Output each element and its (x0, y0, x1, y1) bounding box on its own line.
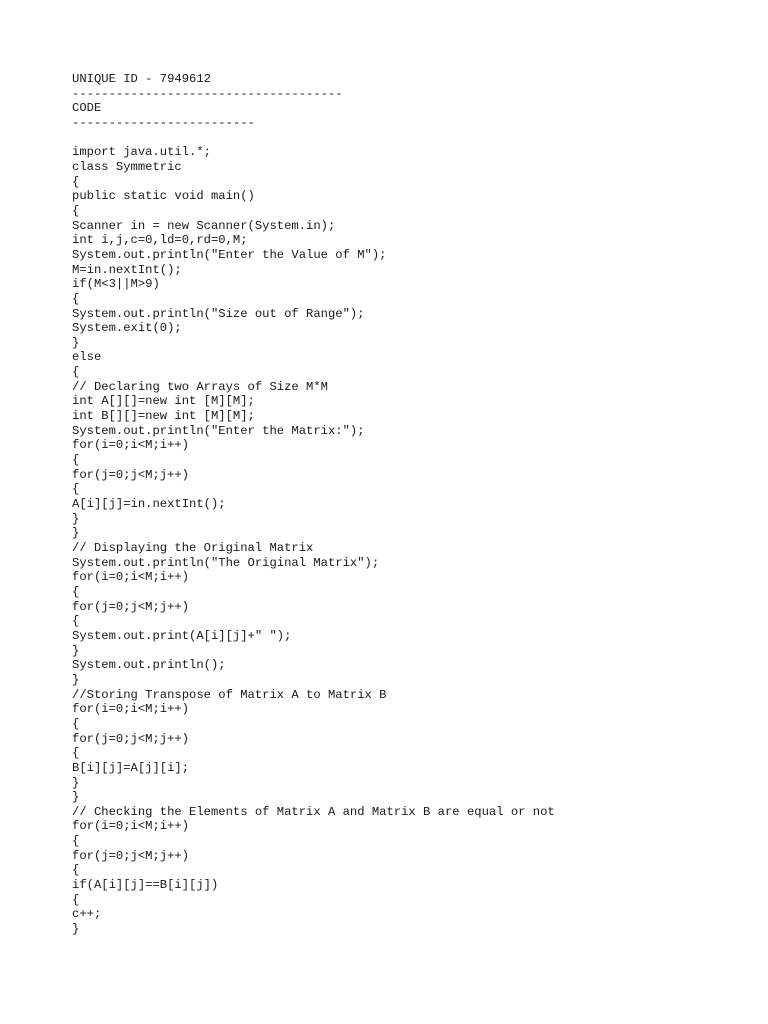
code-listing (72, 72, 555, 937)
code-line: System.out.println("Enter the Value of M"); (72, 247, 387, 262)
code-line: ------------------------------------- (72, 86, 343, 101)
code-line: for(j=0;j<M;j++) (72, 467, 190, 482)
code-line: } (72, 922, 80, 937)
code-line: { (72, 834, 80, 849)
code-line: for(j=0;j<M;j++) (72, 848, 190, 863)
code-line: for(i=0;i<M;i++) (72, 702, 190, 717)
code-line: { (72, 365, 80, 380)
code-line: System.out.println("Enter the Matrix:"); (72, 423, 365, 438)
code-line: } (72, 775, 80, 790)
code-line: for(i=0;i<M;i++) (72, 570, 190, 585)
code-line: B[i][j]=A[j][i]; (72, 760, 190, 775)
code-line: CODE (72, 101, 102, 116)
code-line: { (72, 291, 80, 306)
code-line: UNIQUE ID - 7949612 (72, 72, 211, 86)
code-line: int B[][]=new int [M][M]; (72, 409, 255, 424)
code-line: { (72, 482, 80, 497)
code-line: { (72, 863, 80, 878)
code-line: c++; (72, 907, 102, 922)
code-line: // Declaring two Arrays of Size M*M (72, 379, 328, 394)
code-line: } (72, 526, 80, 541)
code-line: } (72, 790, 80, 805)
code-line: int A[][]=new int [M][M]; (72, 394, 255, 409)
code-line: System.out.println("Size out of Range"); (72, 306, 365, 321)
code-line: { (72, 614, 80, 629)
code-line: for(j=0;j<M;j++) (72, 599, 190, 614)
code-line: System.out.println("The Original Matrix"); (72, 555, 380, 570)
code-line: { (72, 203, 80, 218)
code-line: { (72, 174, 80, 189)
code-line: import java.util.*; (72, 145, 211, 160)
code-line: // Checking the Elements of Matrix A and Matrix B are equal or not (72, 804, 555, 819)
code-line: // Displaying the Original Matrix (72, 541, 314, 555)
code-line: A[i][j]=in.nextInt(); (72, 497, 226, 512)
code-line: { (72, 453, 80, 468)
code-line: class Symmetric (72, 159, 182, 174)
code-line: for(i=0;i<M;i++) (72, 438, 190, 453)
code-line: { (72, 584, 80, 599)
code-line: for(i=0;i<M;i++) (72, 819, 190, 834)
code-line: { (72, 746, 80, 761)
code-line (72, 131, 555, 146)
code-line: { (72, 892, 80, 907)
code-line: Scanner in = new Scanner(System.in); (72, 218, 336, 233)
code-line: } (72, 335, 80, 350)
code-line: } (72, 511, 80, 526)
code-line: else (72, 350, 102, 365)
code-line: System.exit(0); (72, 321, 182, 336)
code-line: M=in.nextInt(); (72, 262, 182, 277)
code-line: int i,j,c=0,ld=0,rd=0,M; (72, 233, 248, 248)
code-line: ------------------------- (72, 115, 255, 130)
code-line: { (72, 716, 80, 731)
code-line: } (72, 643, 80, 658)
code-line: //Storing Transpose of Matrix A to Matrix B (72, 687, 387, 702)
code-line: public static void main() (72, 189, 255, 204)
code-line: if(A[i][j]==B[i][j]) (72, 878, 219, 893)
code-line: } (72, 672, 80, 687)
code-line: for(j=0;j<M;j++) (72, 731, 190, 746)
code-line: System.out.print(A[i][j]+" "); (72, 628, 292, 643)
code-line: System.out.println(); (72, 658, 226, 673)
code-line: if(M<3||M>9) (72, 277, 160, 292)
